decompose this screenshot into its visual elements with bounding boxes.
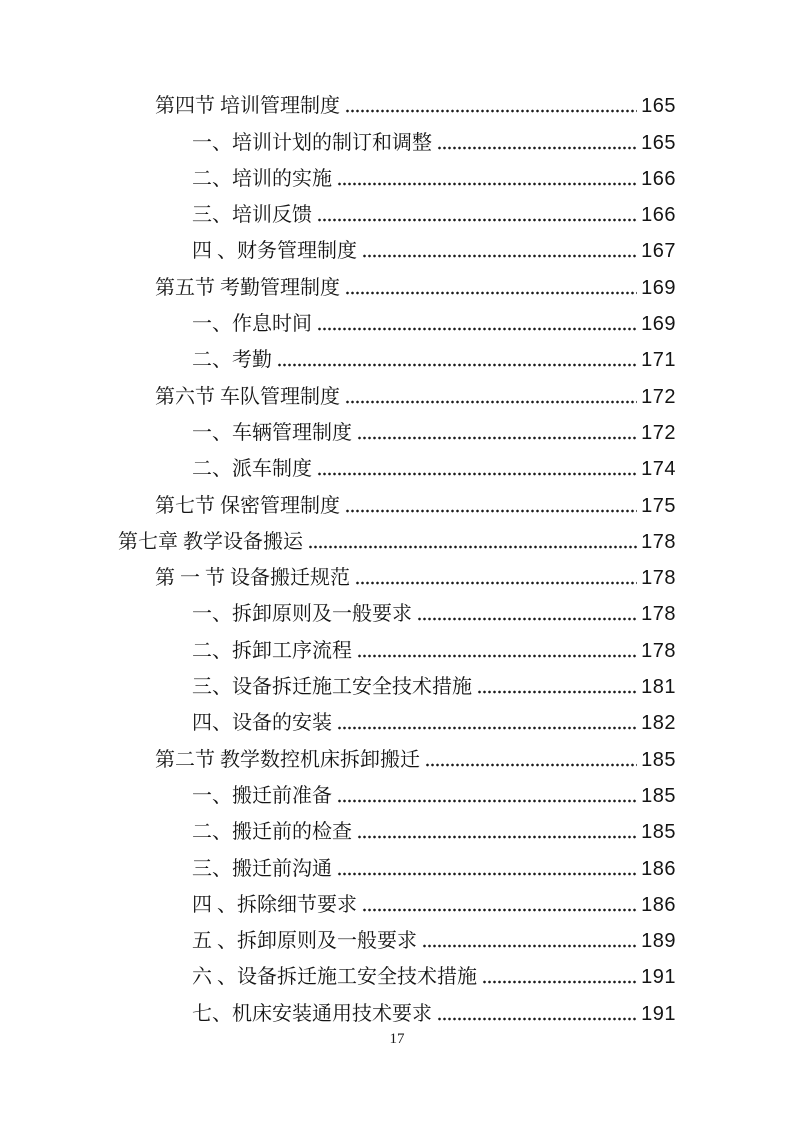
toc-entry-label: 一、培训计划的制订和调整 <box>192 131 432 154</box>
toc-entry-label: 五 、拆卸原则及一般要求 <box>192 930 417 953</box>
toc-entry[interactable] <box>118 595 676 631</box>
dot-leader <box>345 399 637 405</box>
toc-entry-label: 六 、设备拆迁施工安全技术措施 <box>192 966 477 989</box>
toc-entry[interactable] <box>118 123 676 159</box>
toc-entry[interactable] <box>118 305 676 341</box>
toc-entry-page-number: 166 <box>641 167 676 190</box>
toc-entry-label: 四、设备的安装 <box>192 712 332 735</box>
toc-entry-label: 第 一 节 设备搬迁规范 <box>155 567 350 590</box>
dot-leader <box>345 508 637 514</box>
toc-entry-page-number: 185 <box>641 748 676 771</box>
dot-leader <box>437 145 637 151</box>
toc-entry[interactable] <box>118 886 676 922</box>
toc-entry[interactable] <box>118 849 676 885</box>
toc-entry-label: 二、考勤 <box>192 349 272 372</box>
toc-entry-page-number: 172 <box>641 421 676 444</box>
toc-entry-page-number: 169 <box>641 313 676 336</box>
toc-entry-page-number: 178 <box>641 530 676 553</box>
dot-leader <box>482 979 637 985</box>
dot-leader <box>362 907 637 913</box>
toc-entry-page-number: 172 <box>641 385 676 408</box>
dot-leader <box>355 580 637 586</box>
toc-entry-label: 一、搬迁前准备 <box>192 784 332 807</box>
toc-entry[interactable] <box>118 668 676 704</box>
toc-entry-label: 七、机床安装通用技术要求 <box>192 1002 432 1025</box>
dot-leader <box>308 544 637 550</box>
dot-leader <box>337 871 637 877</box>
toc-entry-page-number: 178 <box>641 639 676 662</box>
toc-entry-label: 四 、拆除细节要求 <box>192 893 357 916</box>
toc-entry-label: 第四节 培训管理制度 <box>155 95 340 118</box>
toc-entry[interactable] <box>118 450 676 486</box>
dot-leader <box>357 435 637 441</box>
toc-entry[interactable] <box>118 958 676 994</box>
toc-entry-page-number: 167 <box>641 240 676 263</box>
toc-entry-label: 二、搬迁前的检查 <box>192 821 352 844</box>
toc-entry-label: 二、派车制度 <box>192 458 312 481</box>
dot-leader <box>422 943 637 949</box>
dot-leader <box>317 217 637 223</box>
toc-entry[interactable] <box>118 994 676 1030</box>
toc-entry-label: 第七节 保密管理制度 <box>155 494 340 517</box>
dot-leader <box>437 1016 637 1022</box>
toc-entry-label: 第五节 考勤管理制度 <box>155 276 340 299</box>
toc-entry-page-number: 171 <box>641 349 676 372</box>
toc-entry[interactable] <box>118 196 676 232</box>
toc-entry[interactable] <box>118 813 676 849</box>
toc-entry[interactable] <box>118 777 676 813</box>
toc-entry-page-number: 186 <box>641 893 676 916</box>
toc-entry-label: 一、车辆管理制度 <box>192 421 352 444</box>
toc-entry-label: 第七章 教学设备搬运 <box>118 530 303 553</box>
toc-entry-page-number: 191 <box>641 1002 676 1025</box>
toc-entry-page-number: 165 <box>641 131 676 154</box>
toc-entry-label: 一、拆卸原则及一般要求 <box>192 603 412 626</box>
dot-leader <box>337 725 637 731</box>
dot-leader <box>277 362 637 368</box>
toc-entry[interactable] <box>118 559 676 595</box>
dot-leader <box>317 471 637 477</box>
toc-entry[interactable] <box>118 523 676 559</box>
dot-leader <box>337 798 637 804</box>
toc-entry[interactable] <box>118 268 676 304</box>
toc-entry-page-number: 174 <box>641 458 676 481</box>
toc-entry-label: 一、作息时间 <box>192 313 312 336</box>
dot-leader <box>317 326 637 332</box>
toc-entry-page-number: 166 <box>641 204 676 227</box>
toc-entry-label: 四 、财务管理制度 <box>192 240 357 263</box>
toc-entry-page-number: 182 <box>641 712 676 735</box>
toc-entry-page-number: 178 <box>641 603 676 626</box>
dot-leader <box>337 181 637 187</box>
toc-entry-page-number: 175 <box>641 494 676 517</box>
toc-entry-page-number: 169 <box>641 276 676 299</box>
toc-entry-label: 三、设备拆迁施工安全技术措施 <box>192 676 472 699</box>
dot-leader <box>357 834 637 840</box>
toc-entry[interactable] <box>118 341 676 377</box>
toc-entry[interactable] <box>118 631 676 667</box>
dot-leader <box>417 616 637 622</box>
toc-entry[interactable] <box>118 377 676 413</box>
dot-leader <box>477 689 637 695</box>
toc-entry[interactable] <box>118 232 676 268</box>
toc-entry-page-number: 191 <box>641 966 676 989</box>
toc-entry-label: 二、拆卸工序流程 <box>192 639 352 662</box>
toc-entry-label: 三、培训反馈 <box>192 204 312 227</box>
toc-list <box>118 87 676 1031</box>
toc-entry-page-number: 185 <box>641 784 676 807</box>
toc-entry-label: 二、培训的实施 <box>192 167 332 190</box>
toc-entry-label: 三、搬迁前沟通 <box>192 857 332 880</box>
toc-entry[interactable] <box>118 87 676 123</box>
toc-entry[interactable] <box>118 704 676 740</box>
toc-entry[interactable] <box>118 922 676 958</box>
toc-entry-label: 第六节 车队管理制度 <box>155 385 340 408</box>
toc-entry-label: 第二节 教学数控机床拆卸搬迁 <box>155 748 420 771</box>
toc-entry[interactable] <box>118 486 676 522</box>
toc-entry[interactable] <box>118 740 676 776</box>
toc-entry[interactable] <box>118 160 676 196</box>
toc-entry-page-number: 165 <box>641 95 676 118</box>
dot-leader <box>362 253 637 259</box>
dot-leader <box>425 762 637 768</box>
toc-entry-page-number: 189 <box>641 930 676 953</box>
toc-entry-page-number: 186 <box>641 857 676 880</box>
dot-leader <box>357 653 637 659</box>
dot-leader <box>345 108 637 114</box>
toc-entry-page-number: 178 <box>641 567 676 590</box>
toc-entry-page-number: 181 <box>641 676 676 699</box>
toc-entry[interactable] <box>118 414 676 450</box>
footer-page-number: 17 <box>389 1031 405 1047</box>
toc-entry-page-number: 185 <box>641 821 676 844</box>
dot-leader <box>345 290 637 296</box>
